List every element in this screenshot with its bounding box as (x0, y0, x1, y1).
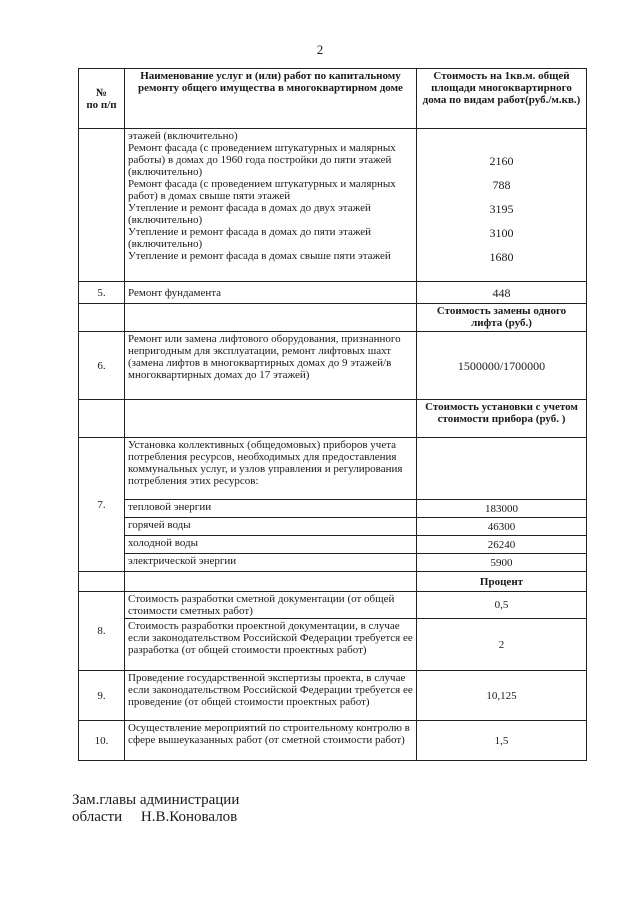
signature-name: области Н.В.Коновалов (72, 809, 238, 825)
facade-line: Ремонт фасада (с проведением штукатурных и малярных работ) в домах свыше пяти этажей (128, 178, 396, 202)
facade-values (417, 129, 587, 282)
row7-item (79, 500, 587, 518)
percent-header: Процент (417, 572, 587, 592)
meter-header-row (79, 400, 587, 438)
row7-item-value: 46300 (417, 518, 587, 536)
facade-value: 1680 (489, 250, 514, 264)
row8-item-label: Стоимость разработки сметной документации (от общей стоимости сметных работ) (125, 592, 417, 619)
row7-num: 7. (79, 438, 125, 572)
row7-item-label: холодной воды (125, 536, 417, 554)
row7-item (79, 518, 587, 536)
facade-value: 2160 (489, 154, 514, 168)
row8-item (79, 619, 587, 671)
page-number: 2 (316, 42, 324, 57)
facade-num (79, 129, 125, 282)
row8-item (79, 592, 587, 619)
table-row-facade (79, 129, 587, 282)
row10-value: 1,5 (417, 721, 587, 761)
table-header-row (79, 69, 587, 129)
row8-num: 8. (79, 592, 125, 671)
lift-header-row (79, 304, 587, 332)
row7-item-label: горячей воды (125, 518, 417, 536)
lift-header: Стоимость замены одного лифта (руб.) (417, 304, 587, 332)
works-cost-table (78, 68, 587, 761)
row7-item (79, 536, 587, 554)
row6-name: Ремонт или замена лифтового оборудования, признанного непригодным для эксплуатации, ремонт лифтовых шахт (замена лифтов в многоквартирных домах до 9 этажей/в многоквартирных домах до 17 этажей) (125, 332, 417, 400)
row5-value: 448 (417, 282, 587, 304)
row5-num: 5. (79, 282, 125, 304)
row7-name: Установка коллективных (общедомовых) приборов учета потребления ресурсов, необходимых для предоставления коммунальных услуг, и узлов управления и регулирования потребления этих ресурсов: (125, 438, 417, 500)
row7-item (79, 554, 587, 572)
row8-item-value: 0,5 (417, 592, 587, 619)
facade-value: 3100 (489, 226, 514, 240)
header-num: № по п/п (79, 69, 125, 129)
table-row-10 (79, 721, 587, 761)
row7-item-value: 26240 (417, 536, 587, 554)
row10-name: Осуществление мероприятий по строительному контролю в сфере вышеуказанных работ (от сметной стоимости работ) (125, 721, 417, 761)
table-row-5 (79, 282, 587, 304)
facade-line: Утепление и ремонт фасада в домах до двух этажей (включительно) (128, 202, 371, 226)
table-row-6 (79, 332, 587, 400)
facade-line: Утепление и ремонт фасада в домах свыше пяти этажей (128, 250, 391, 262)
header-cost: Стоимость на 1кв.м. общей площади многоквартирного дома по видам работ(руб./м.кв.) (417, 69, 587, 129)
row10-num: 10. (79, 721, 125, 761)
row9-num: 9. (79, 671, 125, 721)
facade-line: этажей (включительно) (128, 130, 238, 142)
row5-name: Ремонт фундамента (125, 282, 417, 304)
header-name: Наименование услуг и (или) работ по капитальному ремонту общего имущества в многоквартирном доме (125, 69, 417, 129)
row9-value: 10,125 (417, 671, 587, 721)
row7-item-label: электрической энергии (125, 554, 417, 572)
row7-item-value: 5900 (417, 554, 587, 572)
signature-block (72, 792, 239, 826)
row9-name: Проведение государственной экспертизы проекта, в случае если законодательством Российской Федерации требуется ее проведение (от общей стоимости проектных работ) (125, 671, 417, 721)
facade-desc (125, 129, 417, 282)
row8-item-value: 2 (417, 619, 587, 671)
facade-line: Утепление и ремонт фасада в домах до пяти этажей (включительно) (128, 226, 372, 250)
row6-num: 6. (79, 332, 125, 400)
facade-value: 788 (492, 178, 511, 192)
facade-line: Ремонт фасада (с проведением штукатурных и малярных работы) в домах до 1960 года постройки до пяти этажей (включительно) (128, 142, 396, 178)
signature-title: Зам.главы администрации (72, 792, 240, 808)
row8-item-label: Стоимость разработки проектной документации, в случае если законодательством Российской Федерации требуется ее разработка (от общей стоимости проектных работ) (125, 619, 417, 671)
facade-value: 3195 (489, 202, 514, 216)
row6-value: 1500000/1700000 (417, 332, 587, 400)
table-row-7 (79, 438, 587, 500)
row7-item-value: 183000 (417, 500, 587, 518)
percent-header-row (79, 572, 587, 592)
table-row-9 (79, 671, 587, 721)
meter-header: Стоимость установки с учетом стоимости прибора (руб. ) (417, 400, 587, 438)
row7-item-label: тепловой энергии (125, 500, 417, 518)
